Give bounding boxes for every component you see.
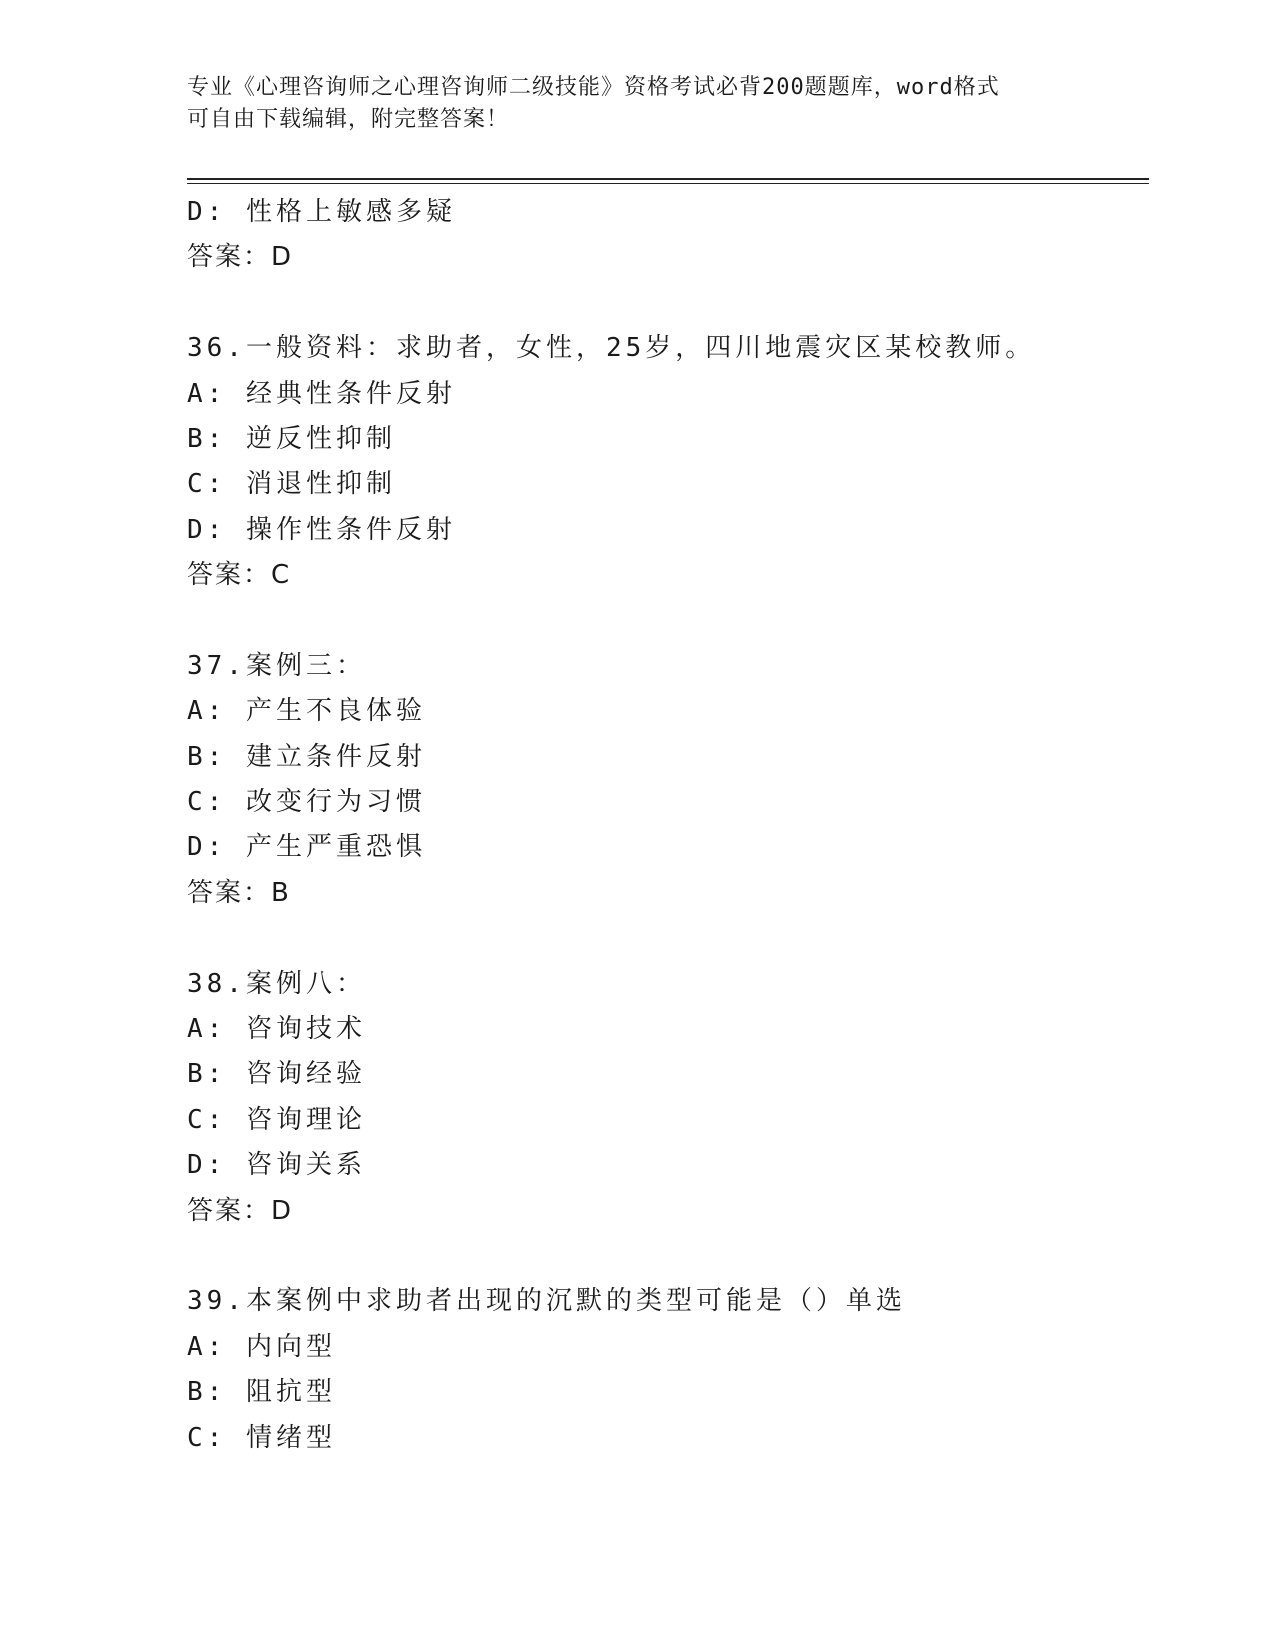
option-b: B: 逆反性抑制 <box>187 423 396 454</box>
option-d: D: 咨询关系 <box>187 1150 366 1181</box>
question-stem: 39.本案例中求助者出现的沉默的类型可能是（）单选 <box>187 1286 906 1317</box>
question-stem: 37.案例三： <box>187 650 366 681</box>
option-b: B: 咨询经验 <box>187 1059 366 1090</box>
lead-answer: 答案：D <box>187 242 294 273</box>
header-divider-thin <box>187 183 1149 184</box>
question-stem: 38.案例八： <box>187 968 366 999</box>
question-38 <box>187 962 1147 1234</box>
question-list <box>187 190 1147 1461</box>
option-b: B: 阻抗型 <box>187 1377 336 1408</box>
spacer <box>187 599 1147 644</box>
option-d: D: 产生严重恐惧 <box>187 832 426 863</box>
option-c: C: 改变行为习惯 <box>187 787 426 818</box>
spacer <box>187 916 1147 961</box>
option-c: C: 情绪型 <box>187 1422 336 1453</box>
option-c: C: 咨询理论 <box>187 1104 366 1135</box>
option-a: A: 内向型 <box>187 1331 336 1362</box>
option-a: A: 咨询技术 <box>187 1014 366 1045</box>
spacer <box>187 1234 1147 1279</box>
header-line-2: 可自由下载编辑，附完整答案！ <box>187 107 510 132</box>
lead-option-d: D: 性格上敏感多疑 <box>187 197 456 227</box>
question-37 <box>187 644 1147 916</box>
question-36 <box>187 326 1147 598</box>
header-line-1: 专业《心理咨询师之心理咨询师二级技能》资格考试必背200题题库，word格式 <box>187 75 1000 100</box>
option-c: C: 消退性抑制 <box>187 469 396 500</box>
answer: 答案：B <box>187 877 291 908</box>
option-a: A: 产生不良体验 <box>187 696 426 727</box>
question-39 <box>187 1279 1147 1461</box>
header-divider-thick <box>187 178 1149 180</box>
answer: 答案：D <box>187 1195 294 1226</box>
spacer <box>187 281 1147 326</box>
document-header <box>187 72 1087 136</box>
option-b: B: 建立条件反射 <box>187 741 426 772</box>
answer: 答案：C <box>187 560 292 591</box>
option-a: A: 经典性条件反射 <box>187 378 456 409</box>
question-stem: 36.一般资料：求助者，女性，25岁，四川地震灾区某校教师。 <box>187 333 1036 364</box>
option-d: D: 操作性条件反射 <box>187 514 456 545</box>
